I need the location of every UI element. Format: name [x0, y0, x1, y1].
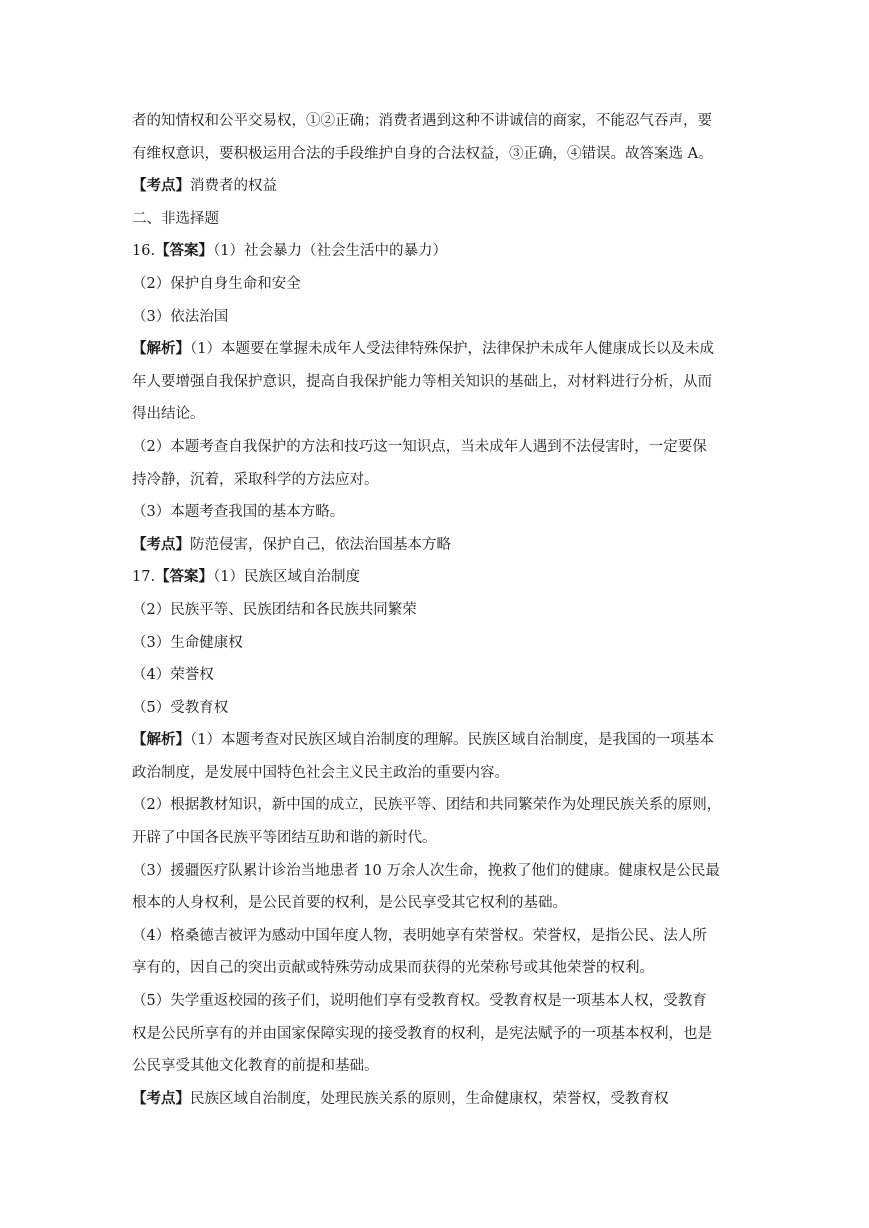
- text-line: [132, 731, 742, 749]
- text-line: [132, 894, 742, 912]
- text-span: （2）保护自身生命和安全: [132, 275, 301, 292]
- text-span: （3）援疆医疗队累计诊治当地患者 10 万余人次生命，挽救了他们的健康。健康权是公民最: [132, 862, 720, 879]
- text-span: 者的知情权和公平交易权，①②正确；消费者遇到这种不讲诚信的商家，不能忍气吞声，要: [132, 113, 712, 129]
- text-line: [132, 405, 742, 423]
- text-line: [132, 145, 742, 163]
- text-line: [132, 503, 742, 521]
- text-span: 持冷静，沉着，采取科学的方法应对。: [132, 471, 379, 488]
- text-span: （2）本题考查自我保护的方法和技巧这一知识点，当未成年人遇到不法侵害时，一定要保: [132, 438, 707, 455]
- text-span: （3）依法治国: [132, 308, 229, 325]
- section-label: 【考点】: [132, 177, 190, 195]
- text-span: 年人要增强自我保护意识，提高自我保护能力等相关知识的基础上，对材料进行分析，从而: [132, 373, 712, 390]
- text-line: [132, 536, 742, 554]
- document-page: [132, 112, 742, 1122]
- text-line: [132, 927, 742, 945]
- text-span: （4）格桑德吉被评为感动中国年度人物，表明她享有荣誉权。荣誉权，是指公民、法人所: [132, 927, 707, 944]
- text-line: [132, 568, 742, 586]
- text-span: 防范侵害，保护自己，依法治国基本方略: [190, 536, 451, 553]
- text-line: [132, 1057, 742, 1075]
- section-label: 【解析】: [132, 731, 190, 749]
- text-line: [132, 471, 742, 489]
- text-span: （1）社会暴力（社会生活中的暴力）: [213, 243, 448, 260]
- text-span: （1）本题考查对民族区域自治制度的理解。民族区域自治制度，是我国的一项基本: [190, 732, 714, 749]
- text-line: [132, 764, 742, 782]
- text-line: [132, 959, 742, 977]
- section-label: 【解析】: [132, 340, 190, 358]
- text-span: 民族区域自治制度，处理民族关系的原则，生命健康权，荣誉权，受教育权: [190, 1090, 669, 1107]
- text-span: （3）本题考查我国的基本方略。: [132, 504, 345, 521]
- text-span: 消费者的权益: [190, 178, 277, 195]
- text-line: [132, 634, 742, 652]
- text-line: [132, 308, 742, 326]
- text-line: [132, 242, 742, 260]
- text-line: [132, 112, 742, 130]
- section-label: 【考点】: [132, 1089, 190, 1107]
- text-line: [132, 862, 742, 880]
- text-line: [132, 275, 742, 293]
- text-span: 得出结论。: [132, 406, 205, 423]
- text-span: 公民享受其他文化教育的前提和基础。: [132, 1058, 379, 1075]
- text-line: [132, 340, 742, 358]
- text-line: [132, 1090, 742, 1108]
- text-line: [132, 829, 742, 847]
- text-line: [132, 438, 742, 456]
- text-line: [132, 1025, 742, 1043]
- section-label: 【答案】: [155, 568, 214, 586]
- section-label: 【答案】: [155, 242, 214, 260]
- text-line: [132, 666, 742, 684]
- text-span: （2）根据教材知识，新中国的成立，民族平等、团结和共同繁荣作为处理民族关系的原则，: [132, 797, 722, 814]
- text-span: （5）失学重返校园的孩子们，说明他们享有受教育权。受教育权是一项基本人权，受教育: [132, 993, 707, 1010]
- text-span: （2）民族平等、民族团结和各民族共同繁荣: [132, 601, 417, 618]
- text-span: 17.: [132, 569, 156, 586]
- text-line: [132, 177, 742, 195]
- text-span: （3）生命健康权: [132, 634, 243, 651]
- text-span: 二、非选择题: [132, 210, 219, 227]
- text-span: 权是公民所享有的并由国家保障实现的接受教育的权利，是宪法赋予的一项基本权利，也是: [132, 1025, 712, 1042]
- section-label: 【考点】: [132, 535, 190, 553]
- text-line: [132, 796, 742, 814]
- text-span: （4）荣誉权: [132, 667, 214, 684]
- text-span: 根本的人身权利，是公民首要的权利，是公民享受其它权利的基础。: [132, 895, 567, 912]
- text-line: [132, 992, 742, 1010]
- text-span: （5）受教育权: [132, 699, 229, 716]
- text-span: 开辟了中国各民族平等团结互助和谐的新时代。: [132, 830, 437, 847]
- text-span: （1）民族区域自治制度: [213, 569, 361, 586]
- text-span: 16.: [132, 243, 156, 260]
- text-line: [132, 373, 742, 391]
- text-span: 享有的，因自己的突出贡献或特殊劳动成果而获得的光荣称号或其他荣誉的权利。: [132, 960, 654, 977]
- text-line: [132, 210, 742, 228]
- text-line: [132, 601, 742, 619]
- text-span: 有维权意识，要积极运用合法的手段维护自身的合法权益，③正确，④错误。故答案选 A。: [132, 145, 713, 162]
- text-span: 政治制度，是发展中国特色社会主义民主政治的重要内容。: [132, 764, 509, 781]
- text-line: [132, 699, 742, 717]
- text-span: （1）本题要在掌握未成年人受法律特殊保护，法律保护未成年人健康成长以及未成: [190, 341, 714, 358]
